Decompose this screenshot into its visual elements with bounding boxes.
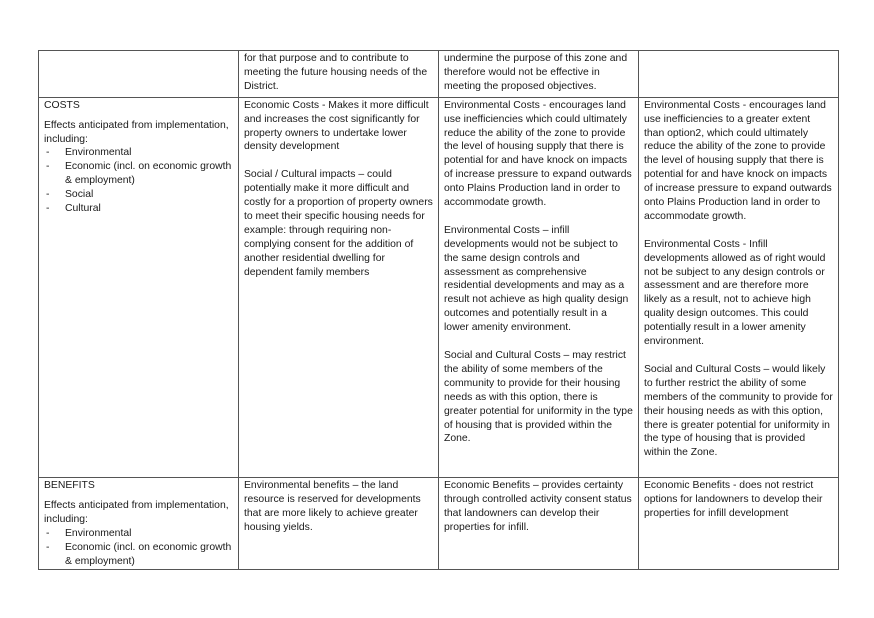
row-heading: BENEFITS bbox=[44, 480, 95, 492]
table-row-benefits bbox=[39, 478, 839, 569]
effects-list bbox=[44, 527, 233, 569]
effects-intro: Effects anticipated from implementation, including: bbox=[44, 119, 229, 145]
table-cell bbox=[239, 51, 439, 98]
table-row-costs bbox=[39, 97, 839, 477]
table-cell bbox=[439, 478, 639, 569]
cell-paragraph: for that purpose and to contribute to meeting the future housing needs of the District. bbox=[244, 53, 428, 92]
table-cell bbox=[439, 97, 639, 477]
table-cell bbox=[639, 478, 839, 569]
table-cell bbox=[639, 97, 839, 477]
cell-paragraph: Environmental Costs – infill developments would not be subject to the same design controls and assessment as comprehensive residential developments and may as a result not achieve as high quality design outcomes and potentially result in a lower amenity environment. bbox=[444, 224, 629, 334]
cell-paragraph: Economic Costs - Makes it more difficult and increases the cost significantly for property owners to undertake lower density development bbox=[244, 99, 429, 153]
list-item: - Cultural bbox=[44, 202, 233, 216]
row-heading: COSTS bbox=[44, 99, 80, 111]
cell-paragraph: Economic Benefits – provides certainty through controlled activity consent status that landowners can develop their properties for infill. bbox=[444, 480, 632, 533]
table-cell bbox=[639, 51, 839, 98]
effects-intro: Effects anticipated from implementation, including: bbox=[44, 500, 229, 525]
list-item: - Economic (incl. on economic growth & employment) bbox=[44, 541, 233, 569]
cell-paragraph: Environmental Costs - encourages land use inefficiencies to a greater extent than option2, which could ultimately reduce the ability of the zone to provide the level of housing supply that there is potential for and have knock on impacts of increase pressure to expand outwards onto Plains Production land in order to accommodate growth. bbox=[644, 99, 832, 222]
costs-label-cell bbox=[39, 97, 239, 477]
cell-paragraph: Environmental Costs - encourages land use inefficiencies which could ultimately reduce the ability of the zone to provide the level of housing supply that there is potential for and have knock on impacts of increase pressure to expand outwards onto Plains Production land in order to accommodate growth. bbox=[444, 99, 632, 209]
list-item: - Social bbox=[44, 188, 233, 202]
cell-paragraph: undermine the purpose of this zone and therefore would not be effective in meeting the proposed objectives. bbox=[444, 53, 628, 92]
cell-paragraph: Social / Cultural impacts – could potentially make it more difficult and costly for a proportion of property owners to meet their specific housing needs for example: through requiring non-complying consent for the addition of another residential dwelling for dependent family members bbox=[244, 169, 433, 278]
cell-paragraph: Economic Benefits - does not restrict options for landowners to develop their properties for infill development bbox=[644, 480, 823, 519]
table-cell bbox=[239, 478, 439, 569]
table-row-continuation bbox=[39, 51, 839, 98]
cell-paragraph: Social and Cultural Costs – would likely to further restrict the ability of some members of the community to provide for their housing needs as with this option, there is greater potential for uniformity in the type of housing that is provided within the Zone. bbox=[644, 363, 833, 459]
list-item: - Environmental bbox=[44, 527, 233, 541]
table-cell bbox=[439, 51, 639, 98]
table-cell bbox=[239, 97, 439, 477]
table-cell bbox=[39, 51, 239, 98]
assessment-table bbox=[38, 50, 839, 570]
list-item: - Economic (incl. on economic growth & employment) bbox=[44, 160, 233, 188]
effects-list bbox=[44, 146, 233, 216]
list-item: - Environmental bbox=[44, 146, 233, 160]
cell-paragraph: Environmental benefits – the land resource is reserved for developments that are more likely to achieve greater housing yields. bbox=[244, 480, 421, 533]
benefits-label-cell bbox=[39, 478, 239, 569]
cell-paragraph: Environmental Costs - Infill developments allowed as of right would not be subject to any design controls or assessment and are therefore more likely as a result, not to achieve high quality design outcomes. This could potentially result in a lower amenity environment. bbox=[644, 238, 826, 348]
cell-paragraph: Social and Cultural Costs – may restrict the ability of some members of the community to provide for their housing needs as with this option, there is greater potential for uniformity in the type of housing that is provided within the Zone. bbox=[444, 350, 633, 445]
